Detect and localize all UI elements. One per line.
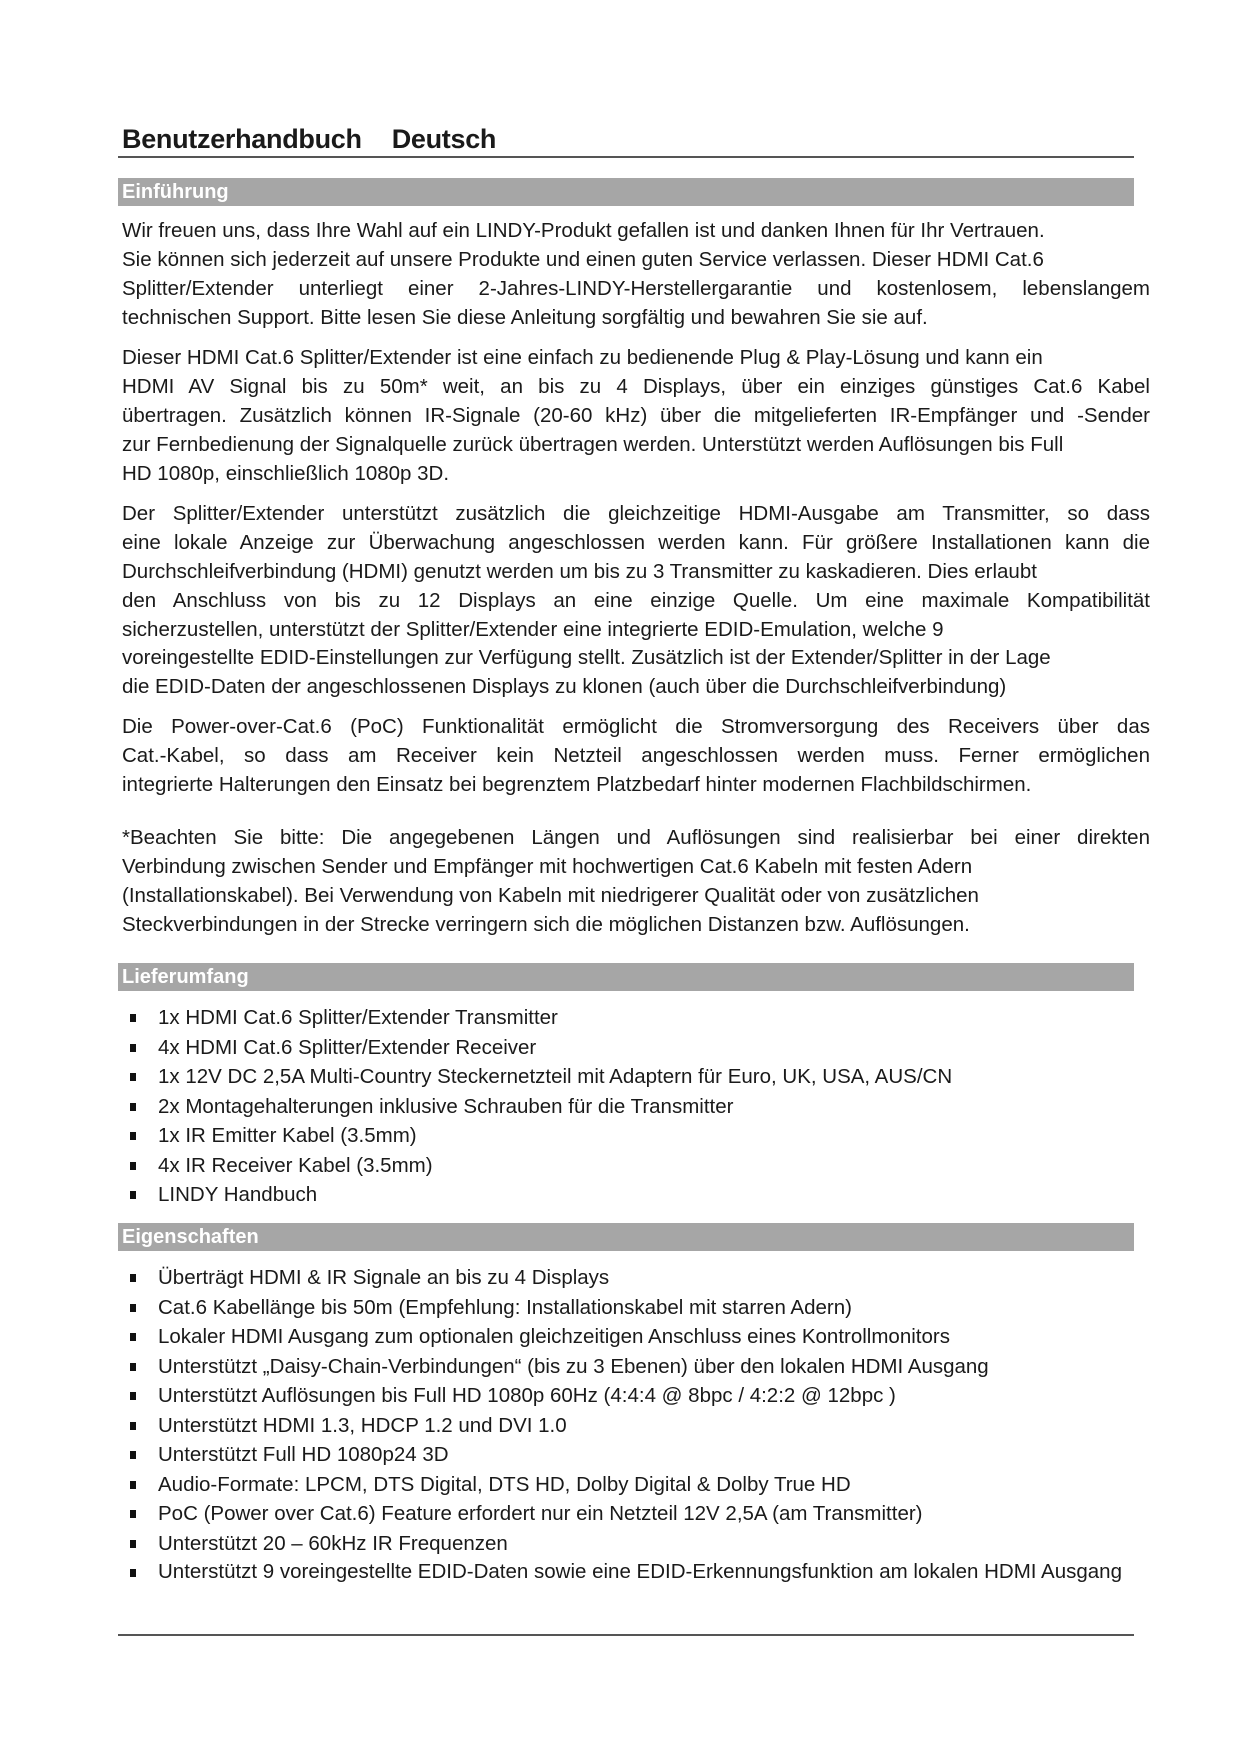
- section-heading-intro: Einführung: [118, 178, 1134, 206]
- text-line: eine lokale Anzeige zur Überwachung angeschlossen werden kann. Für größere Installationen kann die: [122, 530, 1150, 554]
- text-line: voreingestellte EDID-Einstellungen zur Verfügung stellt. Zusätzlich ist der Extender/Splitter in der Lage: [122, 646, 1051, 670]
- language-label: Deutsch: [391, 124, 497, 154]
- text-line: Steckverbindungen in der Strecke verringern sich die möglichen Distanzen bzw. Auflösungen.: [122, 912, 970, 936]
- footer-rule: [118, 1634, 1134, 1636]
- title-text: Benutzerhandbuch: [122, 124, 362, 154]
- list-item: Unterstützt 20 – 60kHz IR Frequenzen: [130, 1529, 1150, 1559]
- list-item: Audio-Formate: LPCM, DTS Digital, DTS HD, Dolby Digital & Dolby True HD: [130, 1470, 1150, 1500]
- intro-paragraph-1: [122, 217, 1150, 333]
- section-heading-features: Eigenschaften: [118, 1223, 1134, 1251]
- text-line: Durchschleifverbindung (HDMI) genutzt werden um bis zu 3 Transmitter zu kaskadieren. Dies erlaubt: [122, 559, 1037, 583]
- list-item: 1x 12V DC 2,5A Multi-Country Steckernetzteil mit Adaptern für Euro, UK, USA, AUS/CN: [130, 1062, 1150, 1092]
- list-item: 4x HDMI Cat.6 Splitter/Extender Receiver: [130, 1033, 1150, 1063]
- text-line: Sie können sich jederzeit auf unsere Produkte und einen guten Service verlassen. Dieser HDMI Cat.6: [122, 247, 1044, 271]
- list-item: LINDY Handbuch: [130, 1180, 1150, 1210]
- text-line: Verbindung zwischen Sender und Empfänger mit hochwertigen Cat.6 Kabeln mit festen Adern: [122, 854, 973, 878]
- list-item: Überträgt HDMI & IR Signale an bis zu 4 Displays: [130, 1263, 1150, 1293]
- intro-paragraph-2: [122, 344, 1150, 488]
- features-list: [130, 1263, 1150, 1585]
- text-line: sicherzustellen, unterstützt der Splitter/Extender eine integrierte EDID-Emulation, welche 9: [122, 617, 944, 641]
- text-line: HDMI AV Signal bis zu 50m* weit, an bis zu 4 Displays, über ein einziges günstiges Cat.6 Kabel: [122, 374, 1150, 398]
- text-line: (Installationskabel). Bei Verwendung von Kabeln mit niedrigerer Qualität oder von zusätzlichen: [122, 883, 979, 907]
- list-item: 1x HDMI Cat.6 Splitter/Extender Transmitter: [130, 1003, 1150, 1033]
- intro-note: [122, 824, 1150, 940]
- text-line: HD 1080p, einschließlich 1080p 3D.: [122, 461, 450, 485]
- text-line: Dieser HDMI Cat.6 Splitter/Extender ist eine einfach zu bedienende Plug & Play-Lösung und kann ein: [122, 346, 1043, 369]
- text-line: integrierte Halterungen den Einsatz bei begrenztem Platzbedarf hinter modernen Flachbildschirmen.: [122, 772, 1032, 796]
- list-item: Unterstützt Full HD 1080p24 3D: [130, 1440, 1150, 1470]
- intro-paragraph-3: [122, 500, 1150, 702]
- list-item: Unterstützt „Daisy-Chain-Verbindungen“ (bis zu 3 Ebenen) über den lokalen HDMI Ausgang: [130, 1352, 1150, 1382]
- list-item: Unterstützt HDMI 1.3, HDCP 1.2 und DVI 1.0: [130, 1411, 1150, 1441]
- text-line: Cat.-Kabel, so dass am Receiver kein Netzteil angeschlossen werden muss. Ferner ermöglichen: [122, 743, 1150, 767]
- text-line: den Anschluss von bis zu 12 Displays an eine einzige Quelle. Um eine maximale Kompatibilität: [122, 588, 1150, 612]
- header-rule: [118, 156, 1134, 158]
- text-line: Splitter/Extender unterliegt einer 2-Jahres-LINDY-Herstellergarantie und kostenlosem, lebenslangem: [122, 276, 1150, 300]
- list-item: 4x IR Receiver Kabel (3.5mm): [130, 1151, 1150, 1181]
- list-item: Unterstützt 9 voreingestellte EDID-Daten sowie eine EDID-Erkennungsfunktion am lokalen HDMI Ausgang: [130, 1558, 1150, 1585]
- text-line: Der Splitter/Extender unterstützt zusätzlich die gleichzeitige HDMI-Ausgabe am Transmitter, so dass: [122, 502, 1150, 525]
- text-line: Wir freuen uns, dass Ihre Wahl auf ein LINDY-Produkt gefallen ist und danken Ihnen für Ihr Vertrauen.: [122, 219, 1045, 242]
- text-line: die EDID-Daten der angeschlossenen Displays zu klonen (auch über die Durchschleifverbindung): [122, 675, 1007, 699]
- intro-paragraph-4: [122, 713, 1150, 800]
- text-line: Die Power-over-Cat.6 (PoC) Funktionalität ermöglicht die Stromversorgung des Receivers über das: [122, 715, 1150, 738]
- text-line: *Beachten Sie bitte: Die angegebenen Längen und Auflösungen sind realisierbar bei einer direkten: [122, 826, 1150, 849]
- package-contents-list: [130, 1003, 1150, 1210]
- text-line: übertragen. Zusätzlich können IR-Signale (20-60 kHz) über die mitgelieferten IR-Empfänger und -Sender: [122, 403, 1150, 427]
- page-title: [122, 124, 496, 155]
- text-line: technischen Support. Bitte lesen Sie diese Anleitung sorgfältig und bewahren Sie sie auf.: [122, 305, 928, 329]
- text-line: zur Fernbedienung der Signalquelle zurück übertragen werden. Unterstützt werden Auflösungen bis Full: [122, 432, 1064, 456]
- list-item: 1x IR Emitter Kabel (3.5mm): [130, 1121, 1150, 1151]
- list-item: Lokaler HDMI Ausgang zum optionalen gleichzeitigen Anschluss eines Kontrollmonitors: [130, 1322, 1150, 1352]
- section-heading-contents: Lieferumfang: [118, 963, 1134, 991]
- list-item: PoC (Power over Cat.6) Feature erfordert nur ein Netzteil 12V 2,5A (am Transmitter): [130, 1499, 1150, 1529]
- list-item: Cat.6 Kabellänge bis 50m (Empfehlung: Installationskabel mit starren Adern): [130, 1293, 1150, 1323]
- list-item: 2x Montagehalterungen inklusive Schrauben für die Transmitter: [130, 1092, 1150, 1122]
- list-item: Unterstützt Auflösungen bis Full HD 1080p 60Hz (4:4:4 @ 8bpc / 4:2:2 @ 12bpc ): [130, 1381, 1150, 1411]
